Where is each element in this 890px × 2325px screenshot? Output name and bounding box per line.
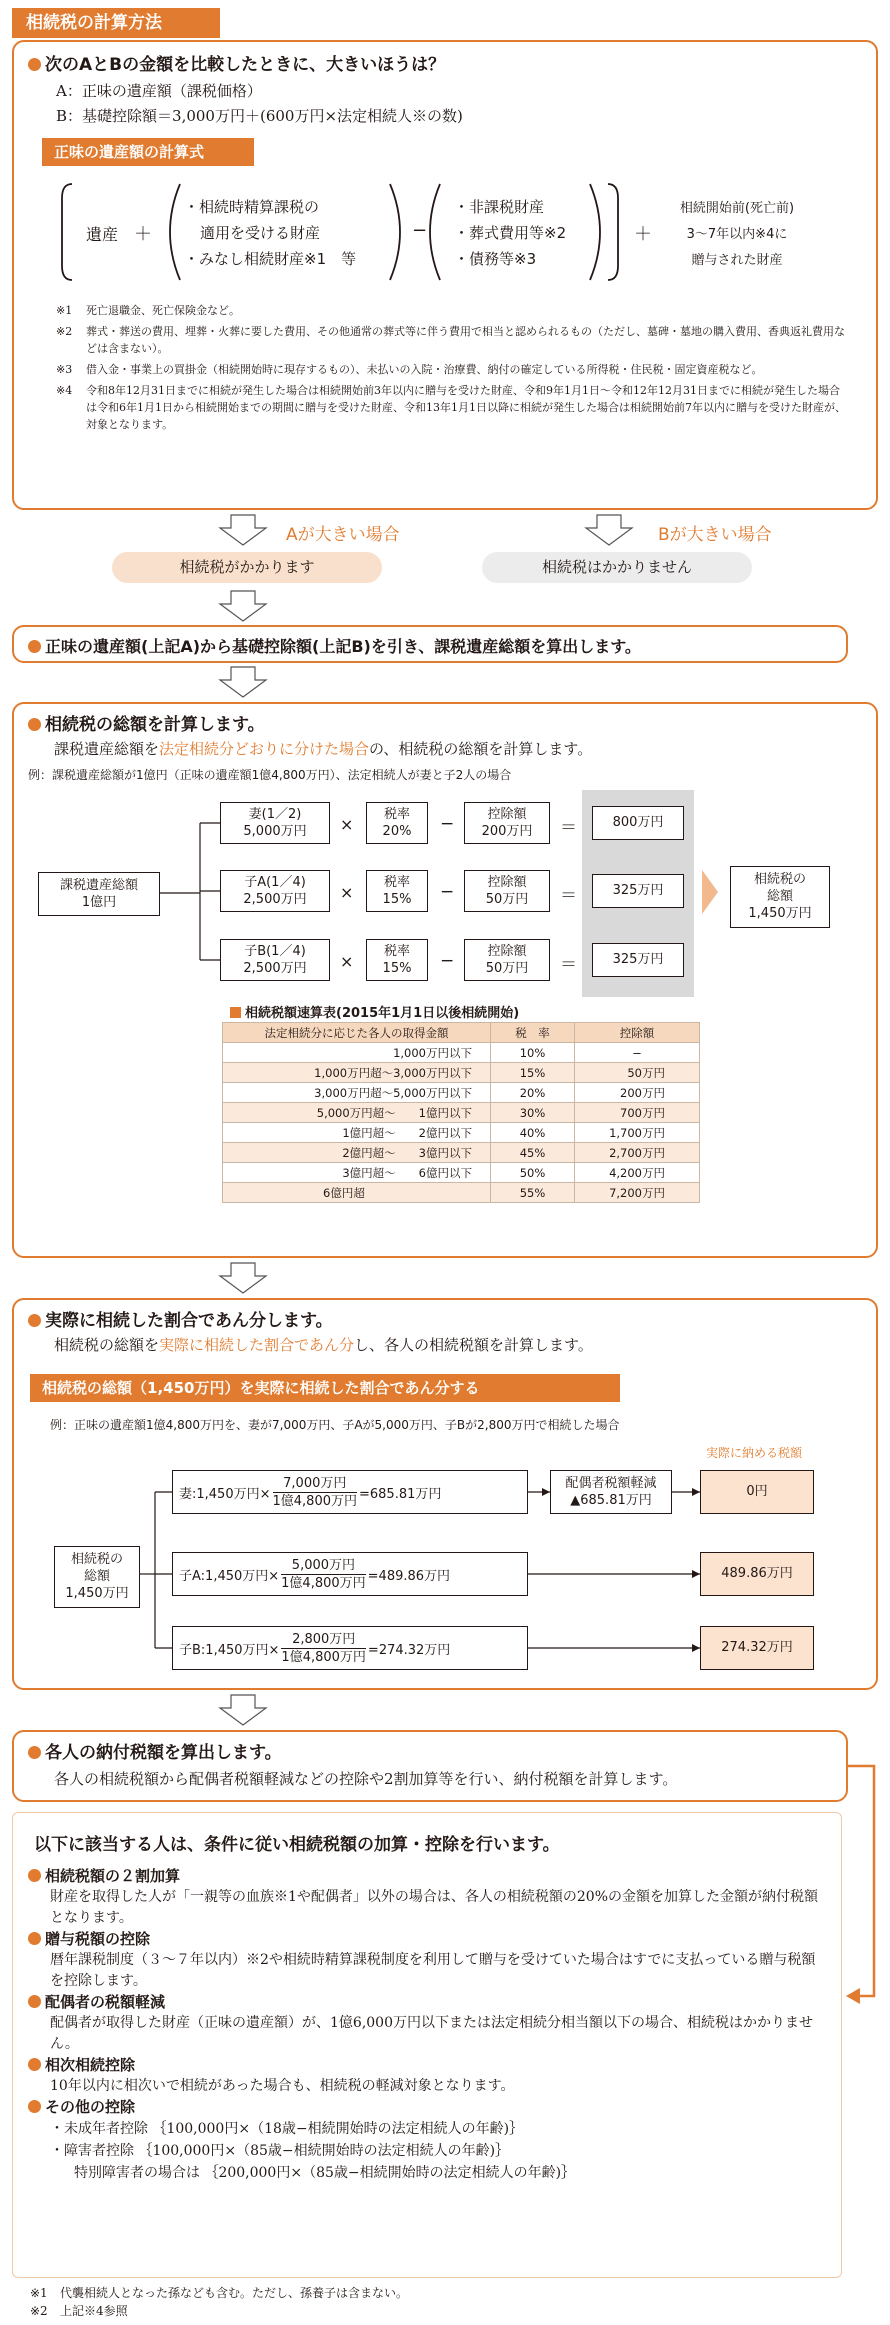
table-row [223, 1183, 700, 1203]
table-row [223, 1083, 700, 1103]
table-row [223, 1063, 700, 1083]
cell-deduction: 200万円 [575, 1083, 700, 1103]
deduction-value: 50万円 [485, 961, 529, 976]
other-line: ・未成年者控除 ｛100,000円×（18歳−相続開始時の法定相続人の年齢)｝ [50, 2121, 524, 2137]
compare-question: 次のAとBの金額を比較したときに、大きいほうは？ [28, 50, 445, 75]
item-text: 配偶者が取得した財産（正味の遺産額）が、1億6,000万円以下または法定相続分相当額以下の場合、相続税はかかりません。 [50, 2015, 813, 2052]
heir-share [220, 870, 330, 912]
heir-name: 子B(1／4) [244, 944, 306, 959]
adjustments-title: 以下に該当する人は、条件に従い相続税額の加算・控除を行います。 [34, 1835, 560, 1855]
cell-rate: 55% [491, 1183, 575, 1203]
col-header: 税 率 [491, 1023, 575, 1043]
denominator: 1億4,800万円 [281, 1575, 366, 1591]
deduction [464, 802, 550, 844]
rate-value: 15% [382, 892, 412, 907]
formula-right-3: 贈与された財産 [691, 253, 783, 268]
total-tax-heading: 相続税の総額を計算します。 [28, 710, 265, 735]
root-line3: 1,450万円 [65, 1586, 129, 1601]
table-row [223, 1163, 700, 1183]
tax-rate [366, 802, 428, 844]
note-key: ※4 [56, 384, 73, 397]
op-minus: − [440, 814, 455, 834]
cell-deduction: 1,700万円 [575, 1123, 700, 1143]
item-heading: 相続税額の２割加算 [28, 1866, 828, 1887]
op-minus: − [440, 951, 455, 971]
table-row [223, 1103, 700, 1123]
spouse-line2: ▲685.81万円 [570, 1493, 652, 1508]
cell-amount: 3,000万円超〜5,000万円以下 [223, 1083, 491, 1103]
calc-pre: 子A:1,450万円× [179, 1568, 280, 1584]
calc-row [172, 1626, 528, 1670]
op-times: × [340, 883, 354, 902]
payment-heading: 各人の納付税額を算出します。 [28, 1738, 282, 1763]
calc-row [172, 1552, 528, 1596]
cell-amount: 1,000万円以下 [223, 1043, 491, 1063]
rate-label: 税率 [383, 875, 410, 890]
heir-tax-result: 325万円 [592, 874, 684, 908]
note-text: 令和8年12月31日までに相続が発生した場合は相続開始前3年以内に贈与を受けた財産、令和9年1月1日〜令和12年12月31日までに相続が発生した場合は令和6年1月1日から相続開始までの期間に贈与を受けた財産、令和13年1月1日以降に相続が発生した場合は相続開始前7年以内に贈与を受けた財産が、対象となります。 [86, 384, 846, 431]
numerator: 5,000万円 [281, 1557, 366, 1575]
op-equals: ＝ [560, 886, 577, 906]
item-heading: その他の控除 [28, 2097, 828, 2118]
cell-rate: 45% [491, 1143, 575, 1163]
deduction-value: 200万円 [481, 824, 533, 839]
calc-post: =685.81万円 [359, 1486, 442, 1502]
heir-amount: 2,500万円 [243, 961, 307, 976]
actual-tax-result: 0円 [700, 1470, 814, 1514]
result-arrow-icon [700, 868, 720, 916]
op-times: × [340, 952, 354, 971]
down-arrow-icon [218, 1262, 268, 1294]
desc-post: の、相続税の総額を計算します。 [369, 740, 593, 758]
footnotes [30, 2284, 408, 2320]
cell-deduction: 7,200万円 [575, 1183, 700, 1203]
actual-tax-result: 274.32万円 [700, 1626, 814, 1670]
square-icon [230, 1007, 241, 1018]
note-key: ※2 [56, 325, 73, 338]
note-text: 葬式・葬送の費用、埋葬・火葬に要した費用、その他通常の葬式等に伴う費用で相当と認められるもの（ただし、墓碑・墓地の購入費用、香典返礼費用などは含まない）。 [86, 325, 845, 355]
denominator: 1億4,800万円 [281, 1649, 366, 1665]
page-title: 相続税の計算方法 [12, 8, 220, 38]
tree-lines [0, 0, 890, 1000]
rate-table-title-text: 相続税額速算表(2015年1月1日以後相続開始) [245, 1006, 520, 1021]
note-key: ※1 [56, 304, 73, 317]
item-text: 10年以内に相次いで相続があった場合も、相続税の軽減対象となります。 [50, 2078, 515, 2094]
heir-name: 妻(1／2) [248, 807, 302, 822]
down-arrow-icon [218, 1694, 268, 1726]
heir-tax-result: 800万円 [592, 806, 684, 840]
numerator: 2,800万円 [281, 1631, 366, 1649]
col-label: 実際に納める税額 [706, 1446, 803, 1460]
cell-amount: 1億円超〜 2億円以下 [223, 1123, 491, 1143]
item-text: 暦年課税制度（３〜７年以内）※2や相続時精算課税制度を利用して贈与を受けていた場合はすでに支払っている贈与税額を控除します。 [50, 1952, 816, 1989]
total-tax-example: 例：課税遺産総額が1億円（正味の遺産額1億4,800万円）、法定相続人が妻と子2人の場合 [28, 768, 512, 782]
rate-label: 税率 [383, 807, 410, 822]
taxable-text: 正味の遺産額(上記A)から基礎控除額(上記B)を引き、課税遺産総額を算出します。 [28, 634, 641, 657]
side-connector [840, 1760, 890, 2022]
formula-item1c: ・みなし相続財産※1 等 [184, 250, 357, 268]
cell-deduction: − [575, 1043, 700, 1063]
desc-pre: 課税遺産総額を [54, 740, 160, 758]
note-text: 死亡退職金、死亡保険金など。 [86, 304, 240, 317]
footnote-text: 上記※4参照 [60, 2304, 128, 2318]
line-b: B：基礎控除額＝3,000万円＋(600万円×法定相続人※の数) [56, 107, 463, 125]
cell-rate: 50% [491, 1163, 575, 1183]
apportion-example: 例：正味の遺産額1億4,800万円を、妻が7,000万円、子Aが5,000万円、子Bが2,800万円で相続した場合 [50, 1418, 620, 1432]
payment-desc: 各人の相続税額から配偶者税額軽減などの控除や2割加算等を行い、納付税額を計算します。 [54, 1770, 678, 1788]
heir-share [220, 939, 330, 981]
table-header-row [223, 1023, 700, 1043]
total-line2: 総額 [766, 889, 793, 904]
table-row [223, 1043, 700, 1063]
formula-isan: 遺産 [86, 225, 119, 244]
rate-label: 税率 [383, 944, 410, 959]
cell-rate: 30% [491, 1103, 575, 1123]
cell-rate: 10% [491, 1043, 575, 1063]
total-tax-box [730, 866, 830, 928]
footnote-key: ※2 [30, 2304, 48, 2318]
root-line2: 1億円 [81, 895, 117, 910]
heir-share [220, 802, 330, 844]
calc-post: =274.32万円 [367, 1642, 451, 1658]
rate-table-title [230, 1002, 519, 1021]
cell-amount: 6億円超 [223, 1183, 491, 1203]
formula-right-1: 相続開始前(死亡前) [679, 201, 795, 216]
desc-highlight: 法定相続分どおりに分けた場合 [159, 740, 370, 758]
table-row [223, 1123, 700, 1143]
cell-deduction: 2,700万円 [575, 1143, 700, 1163]
fraction [273, 1475, 358, 1510]
cell-amount: 3億円超〜 6億円以下 [223, 1163, 491, 1183]
branch-b-result: 相続税はかかりません [482, 552, 752, 583]
item-heading: 相次相続控除 [28, 2055, 828, 2076]
cell-amount: 1,000万円超〜3,000万円以下 [223, 1063, 491, 1083]
heir-name: 子A(1／4) [244, 875, 306, 890]
formula-plus-1: ＋ [134, 224, 152, 245]
formula-item1b: 適用を受ける財産 [200, 224, 321, 242]
cell-rate: 40% [491, 1123, 575, 1143]
total-line1: 相続税の [753, 872, 806, 887]
actual-tax-result: 489.86万円 [700, 1552, 814, 1596]
heir-amount: 5,000万円 [243, 824, 307, 839]
root-taxable-total [38, 872, 160, 916]
apportion-heading: 実際に相続した割合であん分します。 [28, 1306, 333, 1331]
rate-value: 15% [382, 961, 412, 976]
footnote-text: 代襲相続人となった孫なども含む。ただし、孫養子は含まない。 [60, 2286, 409, 2300]
other-line: ・障害者控除 ｛100,000円×（85歳−相続開始時の法定相続人の年齢)｝ [50, 2143, 510, 2159]
calc-row [172, 1470, 528, 1514]
formula-item1a: ・相続時精算課税の [184, 198, 320, 216]
formula-plus-2: ＋ [634, 224, 652, 245]
deduction-label: 控除額 [487, 807, 527, 822]
formula-right-2: 3〜7年以内※4に [686, 227, 788, 242]
cell-rate: 20% [491, 1083, 575, 1103]
apportion-desc [54, 1334, 593, 1355]
cell-deduction: 4,200万円 [575, 1163, 700, 1183]
formula-item2b: ・葬式費用等※2 [454, 224, 567, 242]
branch-b-label: Bが大きい場合 [658, 525, 772, 545]
cell-deduction: 50万円 [575, 1063, 700, 1083]
op-minus: − [440, 882, 455, 902]
rate-table [222, 1022, 700, 1203]
cell-deduction: 700万円 [575, 1103, 700, 1123]
fraction [281, 1631, 366, 1666]
other-line: 特別障害者の場合は ｛200,000円×（85歳−相続開始時の法定相続人の年齢)｝ [74, 2165, 576, 2181]
adjustments-list [28, 1866, 828, 2184]
note-text: 借入金・事業上の買掛金（相続開始時に現存するもの）、未払いの入院・治療費、納付の確定している所得税・住民税・固定資産税など。 [86, 363, 763, 376]
fraction [281, 1557, 366, 1592]
formula-item2c: ・債務等※3 [454, 250, 537, 268]
desc-pre: 相続税の総額を [54, 1336, 160, 1354]
branch-a-result: 相続税がかかります [112, 552, 382, 583]
tax-rate [366, 870, 428, 912]
formula-title: 正味の遺産額の計算式 [42, 138, 254, 166]
col-header: 控除額 [575, 1023, 700, 1043]
formula-item2a: ・非課税財産 [454, 198, 545, 216]
note-key: ※3 [56, 363, 73, 376]
footnote-key: ※1 [30, 2286, 48, 2300]
table-row [223, 1143, 700, 1163]
deduction [464, 939, 550, 981]
op-times: × [340, 815, 354, 834]
line-a: A：正味の遺産額（課税価格） [56, 82, 262, 100]
op-equals: ＝ [560, 818, 577, 838]
denominator: 1億4,800万円 [272, 1493, 357, 1509]
deduction-label: 控除額 [487, 875, 527, 890]
item-text: 財産を取得した人が「一親等の血族※1や配偶者」以外の場合は、各人の相続税額の20%の金額を加算した金額が納付税額となります。 [50, 1889, 819, 1926]
col-header: 法定相続分に応じた各人の取得金額 [223, 1023, 491, 1043]
root-line1: 課税遺産総額 [59, 878, 138, 893]
calc-pre: 子B:1,450万円× [179, 1642, 280, 1658]
root-line1: 相続税の [70, 1552, 123, 1567]
spouse-line1: 配偶者税額軽減 [565, 1476, 657, 1491]
spouse-deduction-box [550, 1470, 672, 1514]
op-equals: ＝ [560, 955, 577, 975]
cell-rate: 15% [491, 1063, 575, 1083]
numerator: 7,000万円 [273, 1475, 358, 1493]
deduction-value: 50万円 [485, 892, 529, 907]
cell-amount: 2億円超〜 3億円以下 [223, 1143, 491, 1163]
branch-a-label: Aが大きい場合 [286, 525, 400, 545]
cell-amount: 5,000万円超〜 1億円以下 [223, 1103, 491, 1123]
formula-minus: − [412, 220, 428, 241]
rate-value: 20% [382, 824, 412, 839]
root-line2: 総額 [83, 1569, 110, 1584]
desc-highlight: 実際に相続した割合であん分 [159, 1336, 355, 1354]
calc-post: =489.86万円 [367, 1568, 451, 1584]
deduction [464, 870, 550, 912]
apportion-root [54, 1546, 140, 1608]
item-heading: 贈与税額の控除 [28, 1929, 828, 1950]
apportion-bar: 相続税の総額（1,450万円）を実際に相続した割合であん分する [30, 1374, 620, 1402]
heir-tax-result: 325万円 [592, 943, 684, 977]
desc-post: し、各人の相続税額を計算します。 [354, 1336, 593, 1354]
total-line3: 1,450万円 [748, 906, 812, 921]
item-heading: 配偶者の税額軽減 [28, 1992, 828, 2013]
heir-amount: 2,500万円 [243, 892, 307, 907]
calc-pre: 妻:1,450万円× [179, 1486, 271, 1502]
deduction-label: 控除額 [487, 944, 527, 959]
tax-rate [366, 939, 428, 981]
